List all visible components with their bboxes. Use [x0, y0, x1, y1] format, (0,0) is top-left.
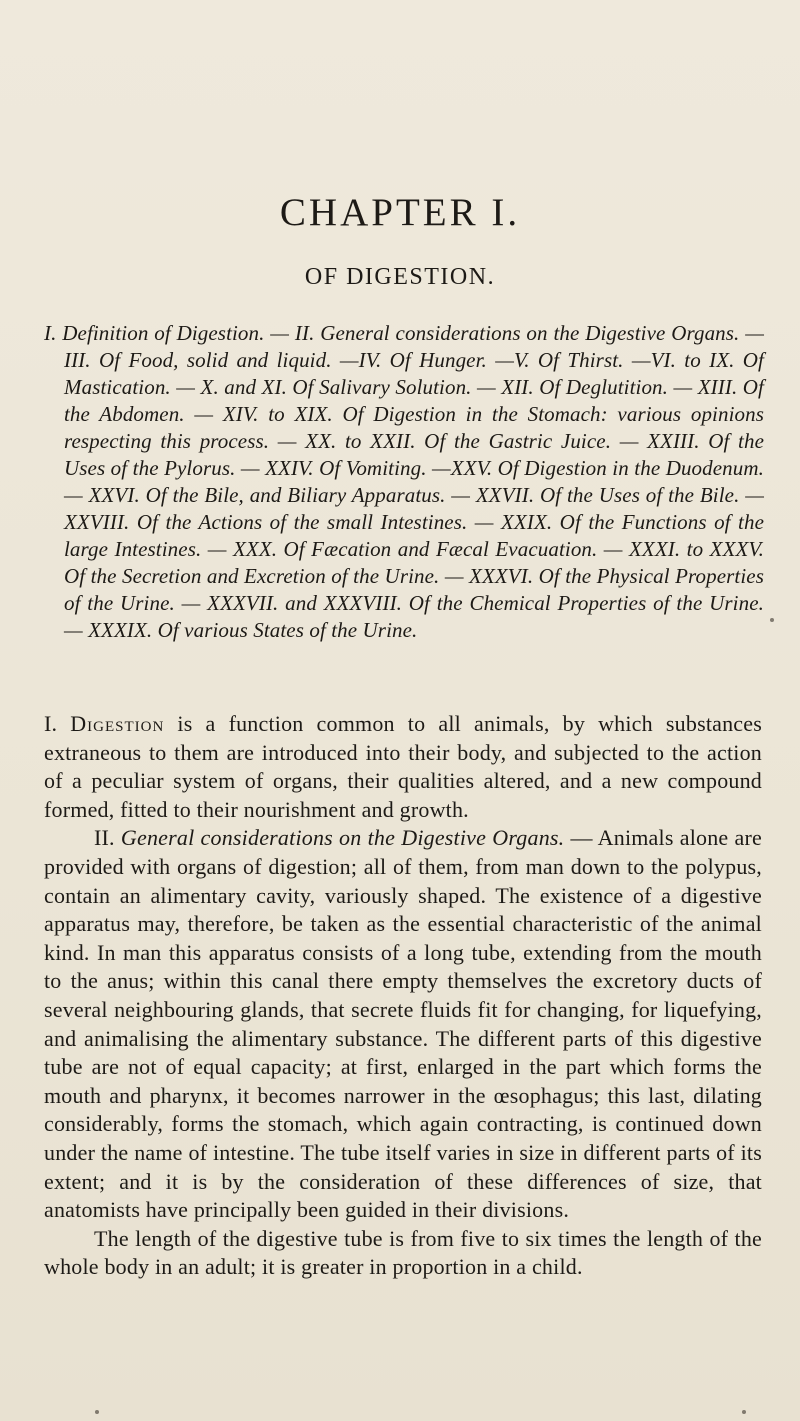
section-title: OF DIGESTION.	[304, 264, 496, 290]
paper-speck	[770, 618, 774, 622]
paragraph-1-text: is a function common to all animals, by which substances extraneous to them are introduced into their body, and subjected to the action of a peculiar system of organs, their qualities altered, and a new compound formed, fitted to their nourishment and growth.	[44, 711, 762, 822]
paragraph-2-numeral: II.	[94, 825, 115, 851]
paragraph-2	[44, 824, 762, 1224]
paragraph-3	[44, 1225, 762, 1282]
paragraph-3-text: The length of the digestive tube is from five to six times the length of the whole body in an adult; it is greater in proportion in a child.	[44, 1225, 762, 1280]
paragraph-1	[44, 710, 762, 824]
paragraph-1-lead: Digestion	[70, 711, 165, 736]
body-text	[44, 710, 762, 1282]
chapter-title: CHAPTER I.	[279, 191, 521, 234]
chapter-summary: I. Definition of Digestion. — II. General considerations on the Digestive Organs. —III. Of Food, solid and liquid. —IV. Of Hunger. —V. Of Thirst. —VI. to IX. Of Mastication. — X. and XI. Of Salivary Solution. — XII. Of Deglutition. — XIII. Of the Abdomen. — XIV. to XIX. Of Digestion in the Stomach: various opinions respecting this process. — XX. to XXII. Of the Gastric Juice. — XXIII. Of the Uses of the Pylorus. — XXIV. Of Vomiting. —XXV. Of Digestion in the Duodenum. — XXVI. Of the Bile, and Biliary Apparatus. — XXVII. Of the Uses of the Bile. — XXVIII. Of the Actions of the small Intestines. — XXIX. Of the Functions of the large Intestines. — XXX. Of Fæcation and Fæcal Evacuation. — XXXI. to XXXV. Of the Secretion and Excretion of the Urine. — XXXVI. Of the Physical Properties of the Urine. — XXXVII. and XXXVIII. Of the Chemical Properties of the Urine. — XXXIX. Of various States of the Urine.	[44, 321, 764, 642]
paper-speck	[742, 1410, 746, 1414]
paragraph-2-text: — Animals alone are provided with organs of digestion; all of them, from man down to the polypus, contain an alimentary cavity, variously shaped. The existence of a digestive apparatus may, therefore, be taken as the essential characteristic of the animal kind. In man this apparatus consists of a long tube, extending from the mouth to the anus; within this canal there empty themselves the excretory ducts of several neighbouring glands, that secrete fluids fit for changing, for liquefying, and animalising the alimentary substance. The different parts of this digestive tube are not of equal capacity; at first, enlarged in the part which forms the mouth and pharynx, it becomes narrower in the œsophagus; this last, dilating considerably, forms the stomach, which again contracting, is continued down under the name of intestine. The tube itself varies in size in different parts of its extent; and it is by the consideration of these differences of size, that anatomists have principally been guided in their divisions.	[44, 825, 762, 1223]
paper-speck	[95, 1410, 99, 1414]
paragraph-2-heading: General considerations on the Digestive Organs.	[120, 825, 565, 851]
paragraph-1-numeral: I.	[44, 711, 58, 736]
